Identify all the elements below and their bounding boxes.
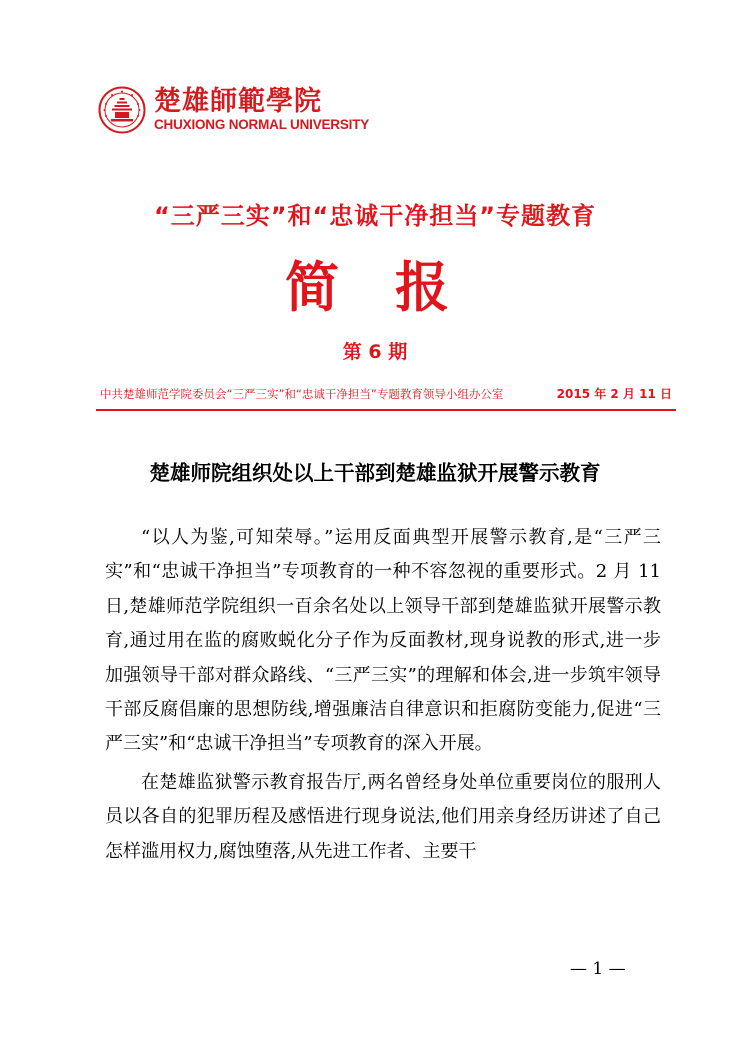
issuer-name: 中共楚雄师范学院委员会“三严三实”和“忠诚干净担当”专题教育领导小组办公室: [100, 387, 504, 401]
paragraph: “以人为鉴,可知荣辱。”运用反面典型开展警示教育,是“三严三实”和“忠诚干净担当”专项教育的一种不容忽视的重要形式。2 月 11 日,楚雄师范学院组织一百余名处以上领导干部到楚雄监狱开展警示教育,通过用在监的腐败蜕化分子作为反面教材,现身说教的形式,进一步加强领导干部对群众路线、“三严三实”的理解和体会,进一步筑牢领导干部反腐倡廉的思想防线,增强廉洁自律意识和拒腐防变能力,促进“三严三实”和“忠诚干净担当”专项教育的深入开展。: [105, 527, 661, 755]
page-number: — 1 —: [570, 959, 626, 979]
university-logo: [98, 86, 369, 134]
bulletin-heading: 简报: [285, 255, 505, 319]
issue-date: 2015 年 2 月 11 日: [556, 387, 672, 401]
university-seal-icon: [98, 86, 146, 134]
school-name-cn: 楚雄師範學院: [154, 86, 322, 117]
school-name-en: CHUXIONG NORMAL UNIVERSITY: [154, 117, 370, 132]
issue-number: 第 6 期: [342, 341, 408, 363]
header-divider: [96, 409, 676, 411]
issuer-line: [100, 385, 672, 402]
bulletin-subject: “三严三实”和“忠诚干净担当”专题教育: [153, 202, 597, 230]
article-title: 楚雄师院组织处以上干部到楚雄监狱开展警示教育: [149, 461, 601, 485]
logo-text: [154, 87, 369, 133]
article-body: [105, 521, 661, 869]
paragraph: 在楚雄监狱警示教育报告厅,两名曾经身处单位重要岗位的服刑人员以各自的犯罪历程及感悟进行现身说法,他们用亲身经历讲述了自己怎样滥用权力,腐蚀堕落,从先进工作者、主要干: [105, 771, 661, 862]
